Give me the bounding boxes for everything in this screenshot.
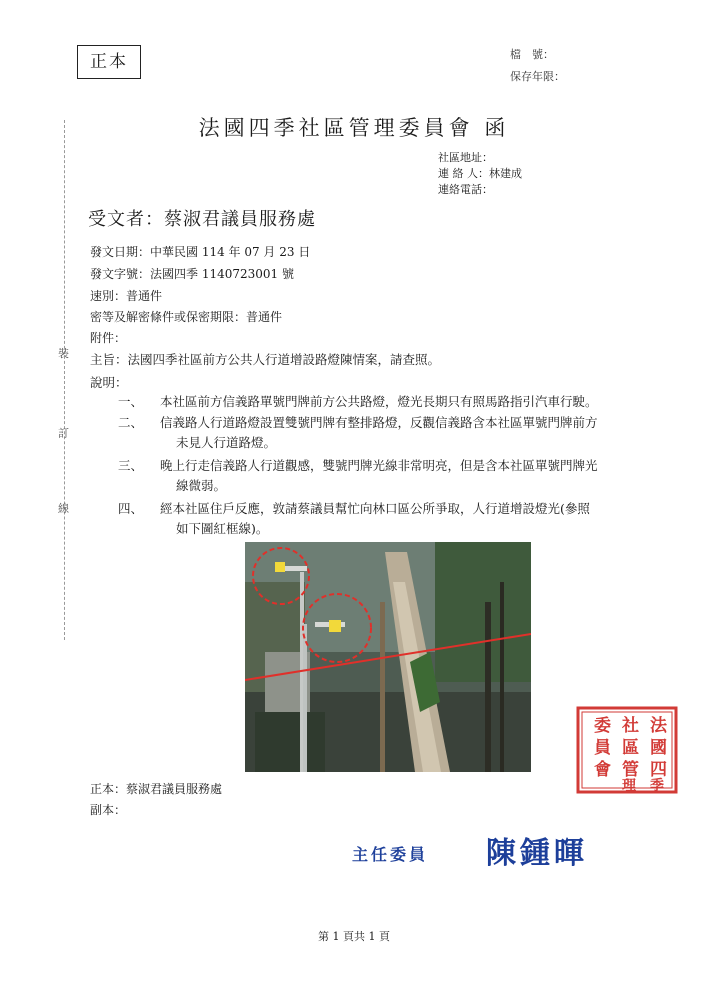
- retention-label: 保存年限：: [510, 70, 565, 83]
- secrecy-field: 密等及解密條件或保密期限：普通件: [90, 310, 283, 324]
- svg-text:季: 季: [650, 778, 664, 794]
- contact-person-value: 林建成: [489, 167, 522, 180]
- document-number: 發文字號：法國四季 1140723001 號: [90, 267, 294, 281]
- item-number-4: 四、: [118, 501, 144, 516]
- address-label: 社區地址：: [438, 151, 493, 164]
- svg-text:會: 會: [594, 760, 611, 780]
- main-copy-line: 正本：蔡淑君議員服務處: [90, 782, 223, 796]
- speed-field: 速別：普通件: [90, 289, 163, 303]
- explanation-label: 說明：: [90, 375, 128, 390]
- svg-text:法: 法: [650, 716, 667, 736]
- svg-text:管: 管: [622, 760, 639, 780]
- signer-name: 陳鍾暉: [486, 836, 588, 871]
- svg-text:四: 四: [650, 760, 667, 780]
- item-1-line-1: 本社區前方信義路單號門牌前方公共路燈，燈光長期只有照馬路指引汽車行駛。: [160, 394, 598, 409]
- svg-text:員: 員: [594, 738, 611, 758]
- streetlight-photo: [245, 542, 531, 772]
- item-3-line-1: 晚上行走信義路人行道觀感，雙號門牌光線非常明亮，但是含本社區單號門牌光: [160, 458, 598, 473]
- margin-mark-ding: 訂: [58, 427, 69, 440]
- item-4-line-2: 如下圖紅框線)。: [176, 521, 269, 536]
- contact-person: [438, 166, 522, 182]
- item-number-2: 二、: [118, 415, 144, 430]
- margin-mark-xian: 線: [58, 502, 69, 515]
- svg-text:社: 社: [622, 716, 639, 736]
- contact-block: [438, 150, 522, 198]
- item-4-line-1: 經本社區住戶反應，敦請蔡議員幫忙向林口區公所爭取，人行道增設燈光(參照: [160, 501, 590, 516]
- svg-text:委: 委: [594, 716, 611, 736]
- signer-title: 主任委員: [352, 845, 429, 864]
- item-3-line-2: 線微弱。: [176, 478, 227, 493]
- contact-person-label: 連 絡 人：: [438, 167, 489, 180]
- file-number-label: 檔 號：: [510, 48, 554, 61]
- item-number-1: 一、: [118, 394, 144, 409]
- attachment-field: 附件：: [90, 331, 127, 345]
- binding-line: [64, 120, 65, 640]
- margin-mark-zhuang: 裝: [58, 347, 69, 360]
- document-title: 法國四季社區管理委員會 函: [198, 116, 510, 140]
- page-number: 第 1 頁共 1 頁: [318, 930, 390, 943]
- svg-text:國: 國: [650, 738, 667, 758]
- item-2-line-2: 未見人行道路燈。: [176, 435, 277, 450]
- item-2-line-1: 信義路人行道路燈設置雙號門牌有整排路燈，反觀信義路含本社區單號門牌前方: [160, 415, 598, 430]
- copy-stamp-label: 正本: [77, 45, 141, 79]
- subject-line: 主旨：法國四季社區前方公共人行道增設路燈陳情案，請查照。: [90, 352, 441, 367]
- organization-seal: [576, 706, 678, 794]
- issue-date: 發文日期：中華民國 114 年 07 月 23 日: [90, 245, 311, 259]
- phone-label: 連絡電話：: [438, 183, 493, 196]
- item-number-3: 三、: [118, 458, 144, 473]
- cc-copy-line: 副本：: [90, 803, 127, 817]
- recipient-line: 受文者：蔡淑君議員服務處: [88, 209, 316, 230]
- svg-text:理: 理: [622, 778, 636, 794]
- svg-text:區: 區: [622, 738, 639, 758]
